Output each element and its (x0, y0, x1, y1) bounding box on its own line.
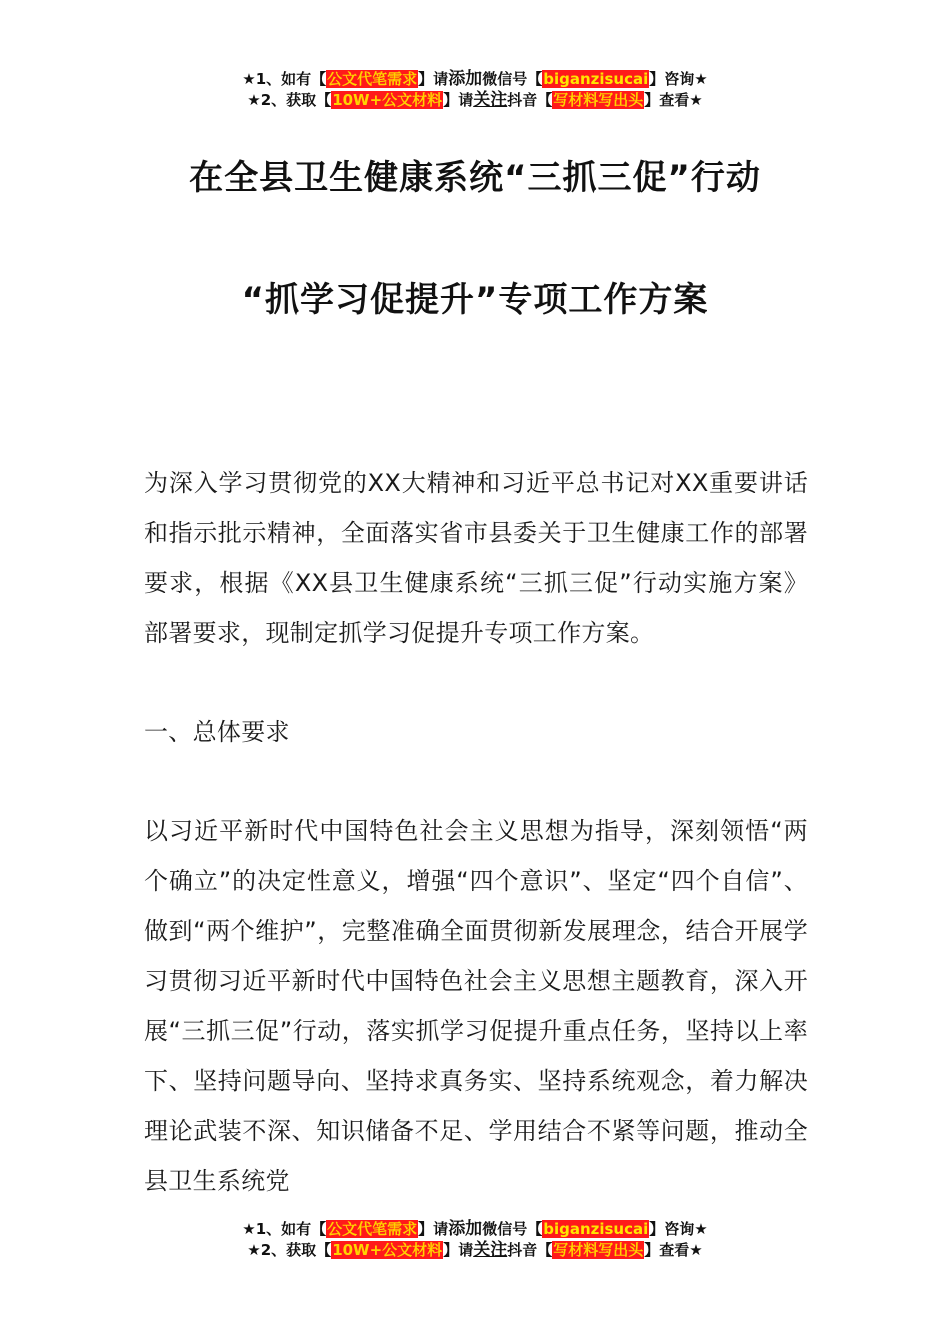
intro-paragraph: 为深入学习贯彻党的XX大精神和习近平总书记对XX重要讲话和指示批示精神，全面落实省市县委关于卫生健康工作的部署要求，根据《XX县卫生健康系统“三抓三促”行动实施方案》部署要求，现制定抓学习促提升专项工作方案。 (144, 469, 808, 647)
promo-text: 抖音【 (507, 1241, 553, 1259)
promo-emphasis: 添加 (448, 1219, 483, 1239)
promo-text: 】请 (418, 1220, 449, 1238)
promo-emphasis: 关注 (473, 1240, 508, 1260)
promo-emphasis: 添加 (448, 69, 483, 89)
promo-text: 微信号【 (482, 1220, 543, 1238)
promo-highlight: 10W+公文材料 (332, 91, 443, 109)
promo-text: 】查看★ (644, 1241, 703, 1259)
promo-text: 微信号【 (482, 70, 543, 88)
promo-highlight: 公文代笔需求 (327, 70, 418, 88)
promo-line-1 (0, 1219, 950, 1240)
document-title-line-2: “抓学习促提升”专项工作方案 (241, 280, 709, 320)
wechat-id: biganzisucai (543, 1220, 649, 1238)
promo-banner-bottom (0, 1219, 950, 1261)
promo-line-1 (0, 69, 950, 90)
promo-text: ★2、获取【 (247, 91, 332, 109)
promo-text: 抖音【 (507, 91, 553, 109)
douyin-id: 写材料写出头 (553, 91, 644, 109)
wechat-id: biganzisucai (543, 70, 649, 88)
document-title-line-1: 在全县卫生健康系统“三抓三促”行动 (189, 158, 761, 198)
promo-highlight: 公文代笔需求 (327, 1220, 418, 1238)
section-heading: 一、总体要求 (144, 718, 290, 746)
promo-text: ★1、如有【 (242, 70, 327, 88)
promo-banner-top (0, 69, 950, 111)
promo-text: ★1、如有【 (242, 1220, 327, 1238)
promo-text: 】请 (418, 70, 449, 88)
promo-text: 】请 (443, 91, 474, 109)
promo-text: 】请 (443, 1241, 474, 1259)
promo-text: 】咨询★ (649, 70, 708, 88)
douyin-id: 写材料写出头 (553, 1241, 644, 1259)
promo-line-2 (0, 1240, 950, 1261)
promo-text: ★2、获取【 (247, 1241, 332, 1259)
body-paragraph: 以习近平新时代中国特色社会主义思想为指导，深刻领悟“两个确立”的决定性意义，增强“四个意识”、坚定“四个自信”、做到“两个维护”，完整准确全面贯彻新发展理念，结合开展学习贯彻习近平新时代中国特色社会主义思想主题教育，深入开展“三抓三促”行动，落实抓学习促提升重点任务，坚持以上率下、坚持问题导向、坚持求真务实、坚持系统观念，着力解决理论武装不深、知识储备不足、学用结合不紧等问题，推动全县卫生系统党 (144, 817, 808, 1195)
promo-emphasis: 关注 (473, 90, 508, 110)
promo-line-2 (0, 90, 950, 111)
promo-highlight: 10W+公文材料 (332, 1241, 443, 1259)
promo-text: 】咨询★ (649, 1220, 708, 1238)
promo-text: 】查看★ (644, 91, 703, 109)
